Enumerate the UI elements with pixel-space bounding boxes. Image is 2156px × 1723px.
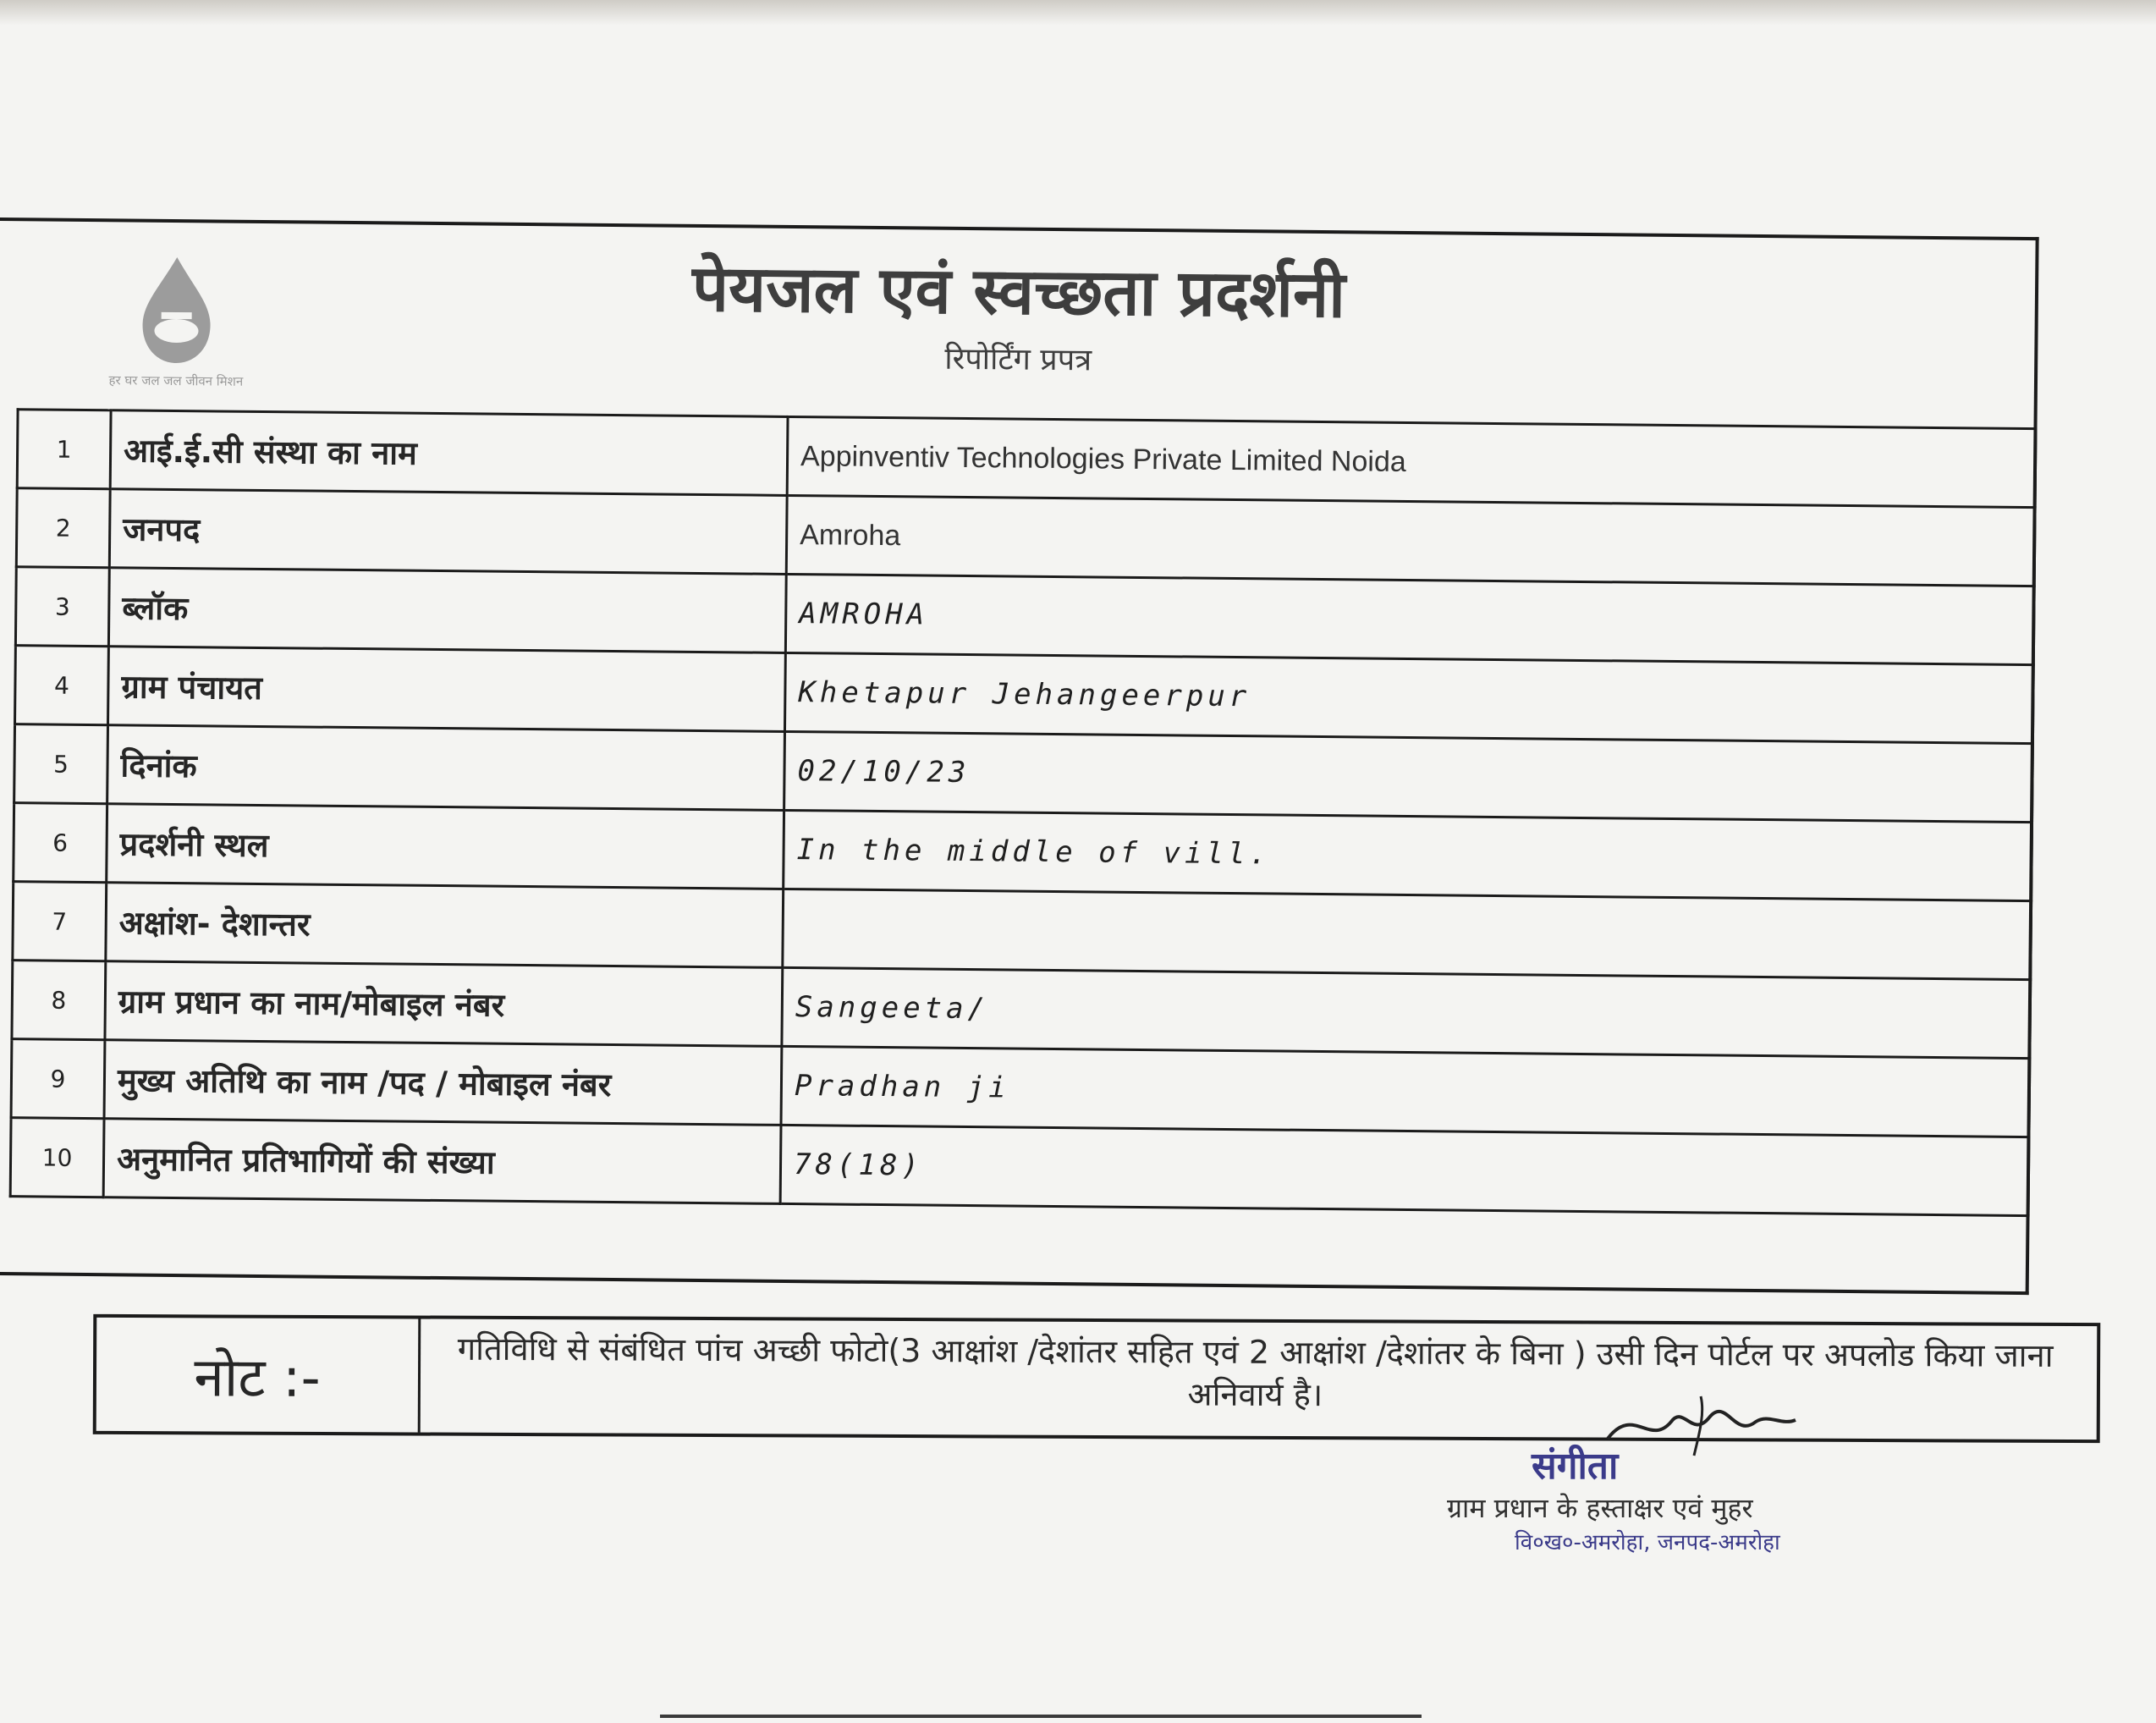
row-value: Appinventiv Technologies Private Limited Noida: [787, 416, 2036, 507]
form-header: [0, 217, 2039, 427]
page-top-edge: [0, 0, 2156, 25]
row-number: 6: [14, 803, 107, 883]
row-number: 8: [12, 961, 106, 1040]
row-label: आई.ई.सी संस्था का नाम: [110, 410, 788, 496]
signature-icon: [1599, 1388, 1802, 1464]
row-number: 3: [15, 567, 109, 647]
report-sheet: [0, 196, 2043, 1307]
row-label: मुख्य अतिथि का नाम /पद / मोबाइल नंबर: [104, 1040, 782, 1126]
pradhan-stamp: [1438, 1388, 1912, 1557]
page-bottom-edge: [660, 1715, 1422, 1718]
row-number: 4: [15, 646, 109, 725]
row-value-handwritten: Khetapur Jehangeerpur: [784, 652, 2033, 743]
row-value-handwritten: Sangeeta/: [782, 967, 2031, 1058]
form-title: पेयजल एवं स्वच्छता प्रदर्शनी: [691, 250, 1346, 333]
row-label: ग्राम प्रधान का नाम/मोबाइल नंबर: [105, 961, 783, 1047]
row-label: अनुमानित प्रतिभागियों की संख्या: [103, 1119, 781, 1204]
row-value-handwritten: [783, 889, 2032, 979]
form-subtitle: रिपोर्टिंग प्रपत्र: [944, 341, 1092, 378]
row-value-handwritten: In the middle of vill.: [784, 810, 2032, 900]
row-value-handwritten: Pradhan ji: [781, 1046, 2030, 1137]
row-number: 2: [16, 488, 110, 568]
row-value-handwritten: AMROHA: [785, 574, 2034, 664]
note-label: नोट :-: [96, 1318, 421, 1433]
row-value-handwritten: 02/10/23: [784, 731, 2033, 822]
report-table: [9, 408, 2038, 1217]
row-number: 7: [13, 882, 107, 961]
stamp-designation: ग्राम प्रधान के हस्ताक्षर एवं मुहर: [1447, 1492, 1753, 1524]
row-label: ग्राम पंचायत: [108, 647, 786, 732]
stamp-name: संगीता: [1532, 1445, 1619, 1488]
note-text: गतिविधि से संबंधित पांच अच्छी फोटो(3 आक्षांश /देशांतर सहित एवं 2 आक्षांश /देशांतर के बिना ) उसी दिन पोर्टल पर अपलोड किया जाना अनिवार्य है।: [457, 1329, 2054, 1414]
row-label: अक्षांश- देशान्तर: [106, 883, 784, 968]
stamp-location: वि०ख०-अमरोहा, जनपद-अमरोहा: [1515, 1530, 1780, 1555]
logo-caption: हर घर जल जल जीवन मिशन: [108, 372, 244, 389]
row-number: 5: [14, 724, 108, 804]
row-number: 9: [11, 1039, 105, 1119]
row-label: प्रदर्शनी स्थल: [107, 804, 784, 889]
row-number: 10: [10, 1118, 104, 1197]
row-value: Amroha: [786, 495, 2035, 586]
row-label: जनपद: [109, 489, 787, 575]
row-label: दिनांक: [107, 725, 785, 811]
row-label: ब्लॉक: [108, 568, 786, 653]
row-value-handwritten: 78(18): [780, 1125, 2029, 1215]
row-number: 1: [17, 410, 111, 489]
